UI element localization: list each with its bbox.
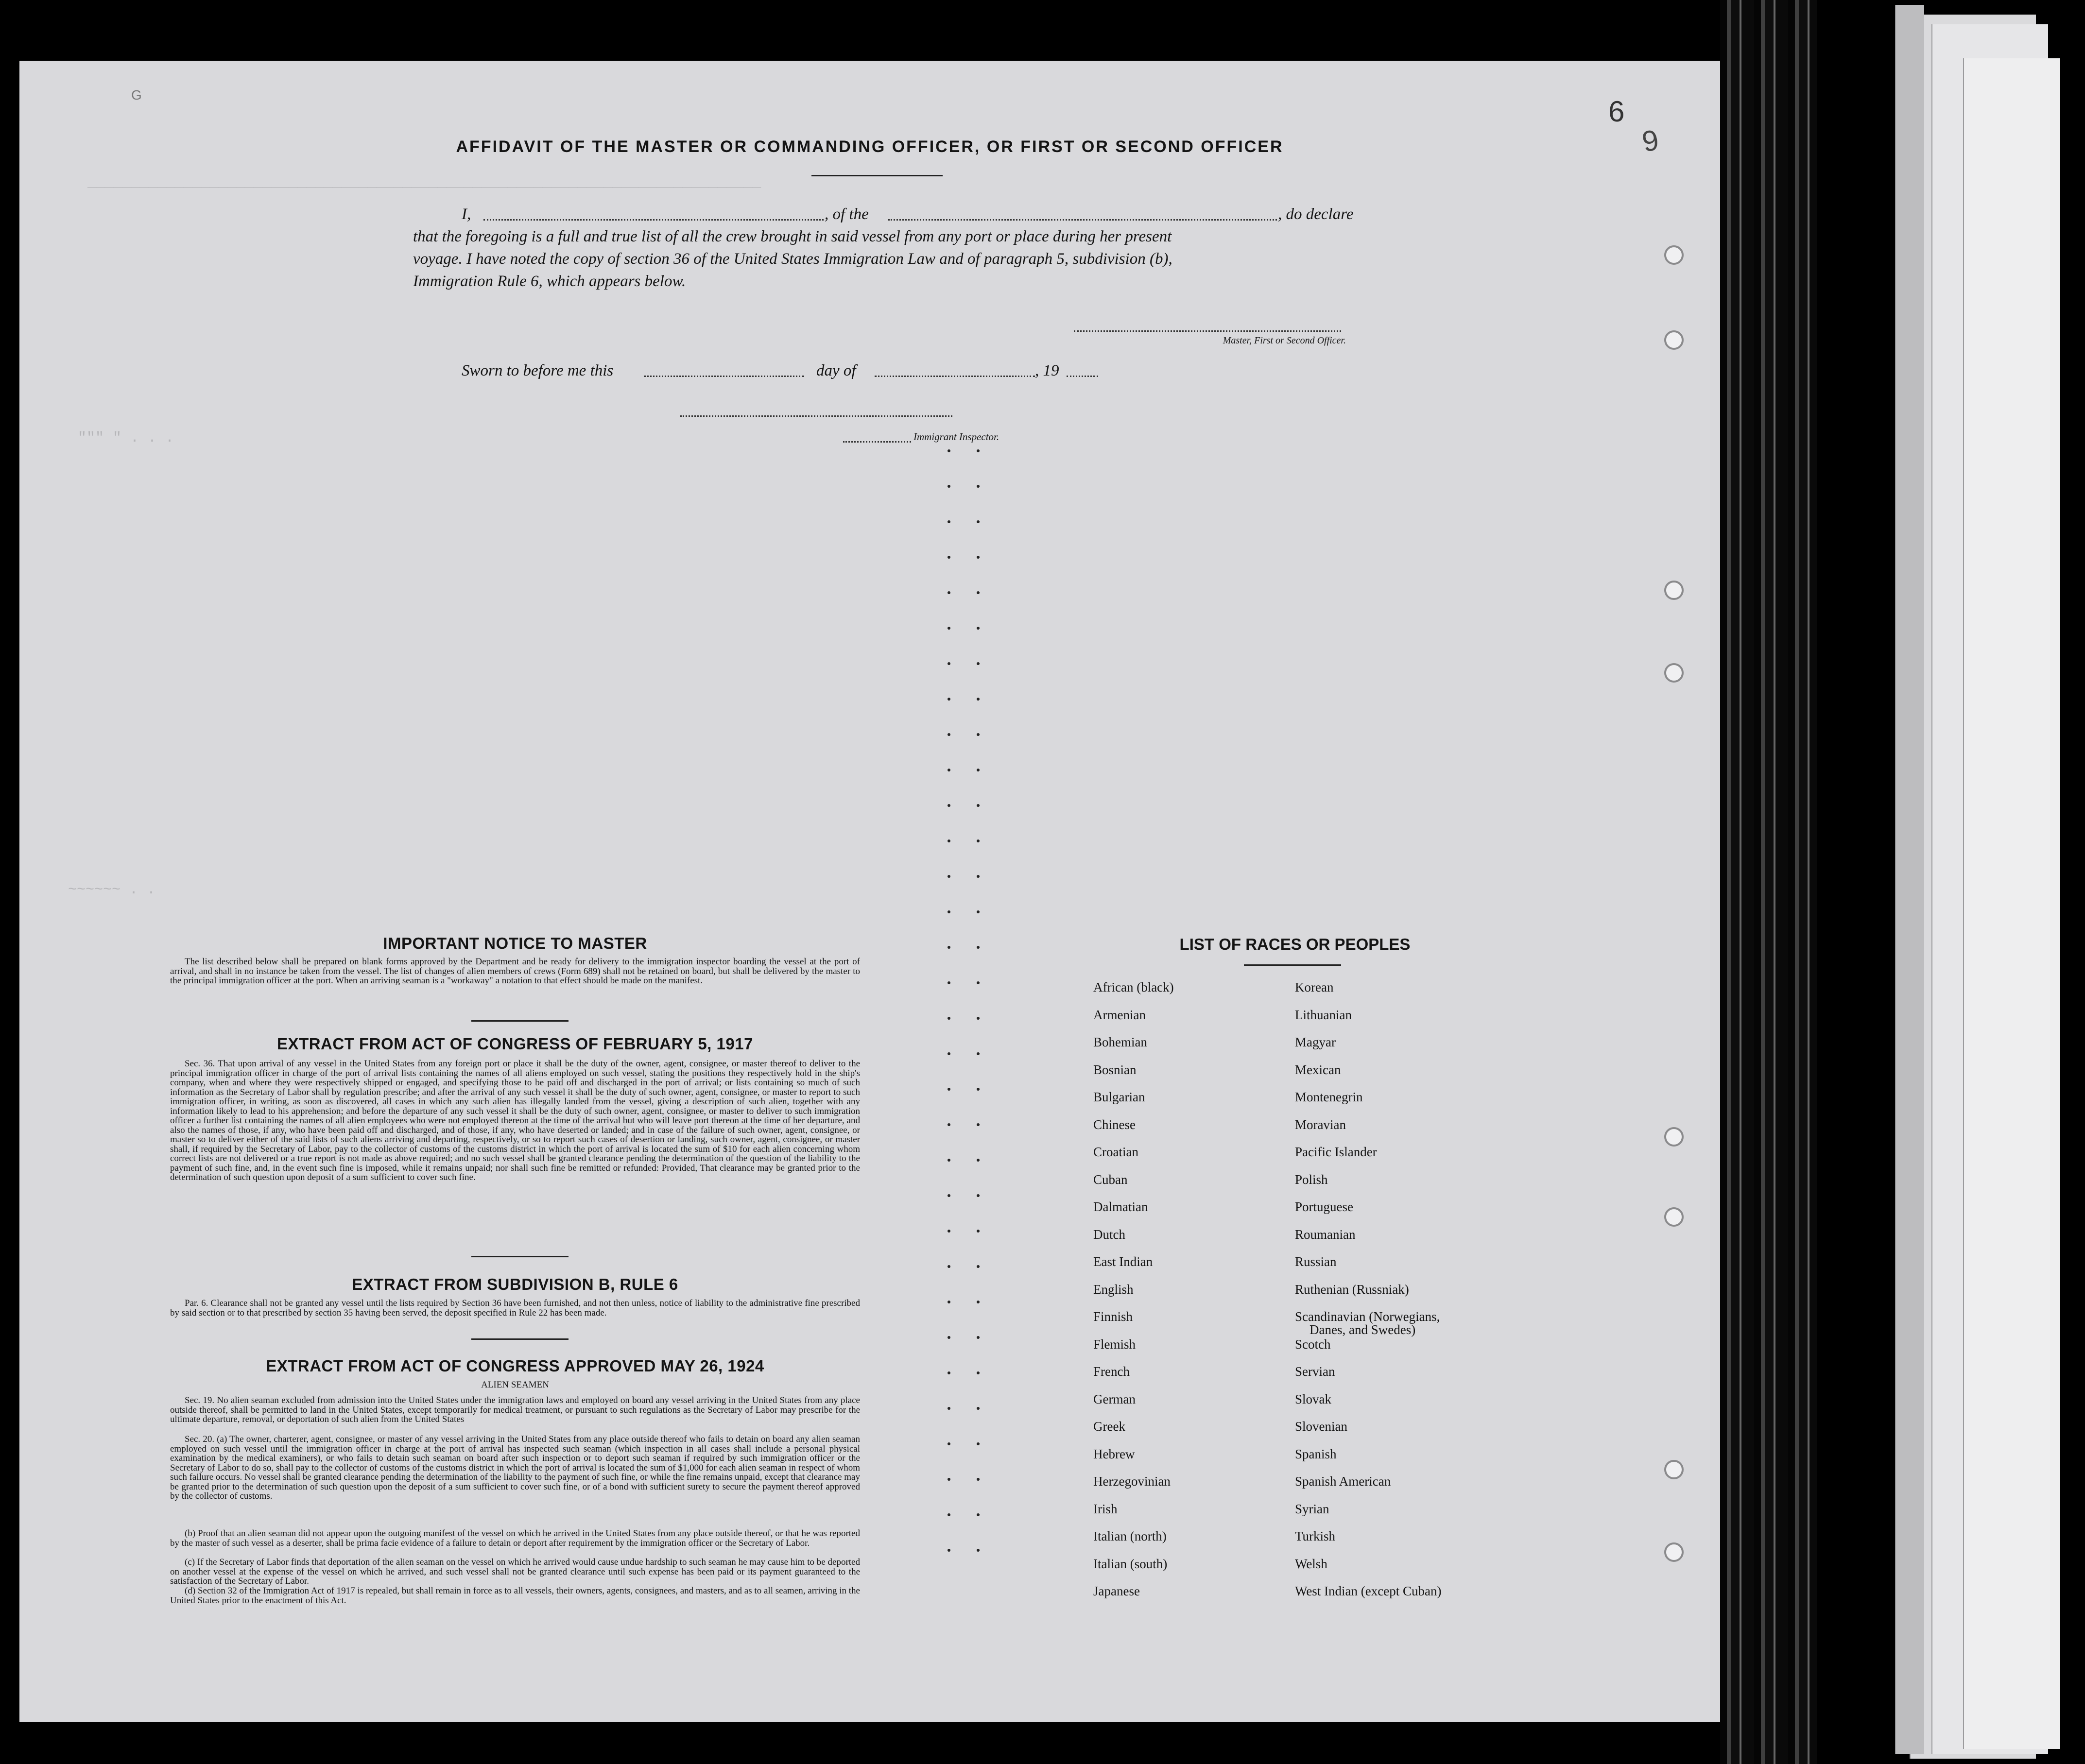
- sworn-prefix: Sworn to before me this: [462, 362, 614, 379]
- bleed-dot: [977, 1265, 980, 1268]
- bleed-dot: [948, 875, 950, 878]
- race-item: Japanese: [1093, 1584, 1140, 1598]
- affidavit-line-3: voyage. I have noted the copy of section 36 of the United States Immigration Law and of paragraph 5, subdivision (b),: [413, 250, 1172, 268]
- race-item: English: [1093, 1282, 1134, 1297]
- race-item: German: [1093, 1391, 1136, 1406]
- bleed-dot: [948, 556, 950, 559]
- bleed-dot: [977, 1478, 980, 1481]
- race-item: Welsh: [1295, 1556, 1327, 1571]
- bleed-dot: [977, 1407, 980, 1410]
- race-item: Slovak: [1295, 1391, 1332, 1406]
- bleed-dot: [977, 875, 980, 878]
- bleed-dot: [948, 1088, 950, 1091]
- bleed-dot: [977, 1194, 980, 1197]
- bleed-dot: [948, 1230, 950, 1233]
- punch-hole: [1664, 1207, 1684, 1227]
- affidavit-line-2: that the foregoing is a full and true list of all the crew brought in said vessel from any port or place during her present: [413, 228, 1172, 245]
- race-item: Bulgarian: [1093, 1090, 1145, 1104]
- race-item: Herzegovinian: [1093, 1474, 1171, 1489]
- punch-hole: [1664, 330, 1684, 350]
- bleed-dot: [948, 1052, 950, 1055]
- affidavit-declare: , do declare: [1278, 206, 1354, 223]
- bleed-dot: [948, 1478, 950, 1481]
- bleed-dot: [977, 910, 980, 913]
- race-item: Spanish American: [1295, 1474, 1391, 1489]
- bleed-dot: [977, 1301, 980, 1303]
- bleed-dot: [977, 804, 980, 807]
- notice-text: The list described below shall be prepared on blank forms approved by the Department and be ready for delivery to the immigration inspector boarding the vessel at the port of arrival, and shall in no instance be taken from the vessel. The list of changes of alien members of crews (Form 689) shall not be retained on board, but shall be delivered by the master to the principal immigration officer at the port. When an arriving seaman is a "workaway" a notation to that effect should be made on the manifest.: [170, 957, 860, 986]
- bleed-dot: [977, 1123, 980, 1126]
- punch-hole: [1664, 663, 1684, 683]
- bleed-dot: [977, 662, 980, 665]
- punch-hole: [1664, 1542, 1684, 1562]
- bleed-dot: [977, 1549, 980, 1552]
- month-blank[interactable]: [875, 376, 1035, 377]
- race-item: Moravian: [1295, 1117, 1346, 1132]
- page-number: 6: [1608, 95, 1625, 128]
- race-item: Dutch: [1093, 1227, 1125, 1242]
- bleed-dot: [977, 1442, 980, 1445]
- bleed-through-text: _____________________________________________________________________________: [87, 175, 761, 191]
- bleed-dot: [948, 662, 950, 665]
- signature-caption: Master, First or Second Officer.: [1223, 335, 1346, 346]
- act-1924-sec20a: Sec. 20. (a) The owner, charterer, agent, consignee, or master of any vessel arriving in the United States from any place outside thereof who fails to detain on board any alien seaman employed on such vessel until the immigration officer in charge at the port of arrival has inspected such seaman (which inspection in all cases shall include a personal physical examination by the medical examiners), or who fails to detain such seaman on board after such inspection or to deport such seaman if required by such immigration officer or the Secretary of Labor to do so, shall pay to the collector of customs of the customs district in which the port of arrival is located the sum of $1,000 for each alien seaman in respect of whom such failure occurs. No vessel shall be granted clearance pending the determination of the liability to the payment of such fine, or while the fine remains unpaid, except that clearance may be granted prior to the determination of such question upon the deposit of a sum sufficient to cover such fine, or of a bond with sufficient surety to secure the payment thereof approved by the collector of customs.: [170, 1434, 860, 1501]
- race-item: Slovenian: [1295, 1419, 1347, 1434]
- bleed-dot: [948, 591, 950, 594]
- bleed-dot: [977, 1371, 980, 1374]
- section-divider: [471, 1020, 569, 1022]
- bleed-through-text: ~~~~~~ . .: [68, 882, 156, 898]
- bleed-dot: [977, 556, 980, 559]
- race-item: Magyar: [1295, 1035, 1336, 1049]
- rule-6-title: EXTRACT FROM SUBDIVISION B, RULE 6: [352, 1275, 678, 1293]
- bleed-dot: [977, 733, 980, 736]
- bleed-dot: [948, 946, 950, 949]
- bleed-dot: [948, 698, 950, 701]
- bleed-dot: [977, 1088, 980, 1091]
- act-1924-subtitle: ALIEN SEAMEN: [481, 1380, 549, 1390]
- act-1917-title: EXTRACT FROM ACT OF CONGRESS OF FEBRUARY 5, 1917: [277, 1035, 753, 1053]
- section-divider: [471, 1256, 569, 1257]
- race-item: Turkish: [1295, 1529, 1336, 1543]
- bleed-dot: [948, 1301, 950, 1303]
- affidavit-line-4: Immigration Rule 6, which appears below.: [413, 273, 686, 290]
- bleed-dot: [948, 1159, 950, 1162]
- sworn-line: [19, 362, 1720, 384]
- bleed-dot: [977, 1017, 980, 1020]
- affidavit-i: I,: [462, 206, 471, 223]
- race-item: Italian (south): [1093, 1556, 1168, 1571]
- bleed-dot: [948, 1265, 950, 1268]
- race-item: Irish: [1093, 1501, 1118, 1516]
- race-item: Scotch: [1295, 1336, 1331, 1352]
- punch-hole: [1664, 581, 1684, 600]
- corner-mark: G: [131, 87, 142, 103]
- bleed-dot: [977, 520, 980, 523]
- affidavit-of-the: , of the: [825, 206, 869, 223]
- bleed-dot: [948, 1194, 950, 1197]
- affidavit-line-1: [19, 206, 1720, 228]
- race-item: Mexican: [1295, 1062, 1341, 1077]
- bleed-dot: [948, 1123, 950, 1126]
- title-underline: [811, 175, 943, 176]
- rule-6-text: Par. 6. Clearance shall not be granted any vessel until the lists required by Section 36 have been furnished, and not then unless, notice of liability to the administrative fine prescribed by said section or to that prescribed by section 35 having been served, the deposit specified in Rule 22 has been made.: [170, 1298, 860, 1318]
- page-number-stamp: 6: [1639, 123, 1661, 158]
- bleed-dot: [977, 1513, 980, 1516]
- race-item: Dalmatian: [1093, 1199, 1148, 1214]
- race-item: Bohemian: [1093, 1035, 1147, 1049]
- signature-blank[interactable]: [1074, 330, 1341, 332]
- bleed-dot: [977, 485, 980, 488]
- bleed-dot: [948, 910, 950, 913]
- race-item: Polish: [1295, 1172, 1328, 1187]
- bleed-dot: [948, 1513, 950, 1516]
- punch-hole: [1664, 1127, 1684, 1147]
- bleed-dot: [977, 839, 980, 842]
- punch-hole: [1664, 1460, 1684, 1479]
- race-item: Ruthenian (Russniak): [1295, 1282, 1409, 1297]
- punch-hole: [1664, 245, 1684, 265]
- vessel-blank[interactable]: [888, 219, 1277, 221]
- bleed-dot: [977, 981, 980, 984]
- race-item: Bosnian: [1093, 1062, 1137, 1077]
- race-item: African (black): [1093, 980, 1174, 994]
- race-item: Pacific Islander: [1295, 1145, 1377, 1159]
- act-1924-sec19: Sec. 19. No alien seaman excluded from admission into the United States under the immigration laws and employed on board any vessel arriving in the United States from any place outside thereof, shall be permitted to land in the United States, except temporarily for medical treatment, or pursuant to such regulations as the Secretary of Labor may prescribe for the ultimate departure, removal, or deportation of such alien from the United States: [170, 1395, 860, 1424]
- bleed-dot: [977, 946, 980, 949]
- act-1924-sec20b: (b) Proof that an alien seaman did not appear upon the outgoing manifest of the vessel on which he arrived in the United States from any place outside thereof, or that he was reported by the master of such vessel as a deserter, shall be prima facie evidence of a failure to detain or deport after requirement by the immigration officer or the Secretary of Labor.: [170, 1528, 860, 1548]
- races-title-underline: [1244, 964, 1341, 966]
- manifest-page: [19, 61, 1720, 1722]
- inspector-caption: Immigrant Inspector.: [913, 431, 999, 443]
- affidavit-title: AFFIDAVIT OF THE MASTER OR COMMANDING OFFICER, OR FIRST OR SECOND OFFICER: [456, 137, 1284, 156]
- inspector-signature-blank[interactable]: [680, 415, 952, 417]
- race-item: Flemish: [1093, 1336, 1136, 1352]
- act-1924-sec20c: (c) If the Secretary of Labor finds that deportation of the alien seaman on the vessel on which he arrived would cause undue hardship to such seaman he may cause him to be deported on another vessel at the expense of the vessel on which he arrived, and such vessel shall not be granted clearance until such expense has been paid or its payment guaranteed to the satisfaction of the Secretary of Labor.: [170, 1557, 860, 1586]
- bleed-dot: [948, 1371, 950, 1374]
- bleed-dot: [948, 1407, 950, 1410]
- bleed-dot: [977, 1052, 980, 1055]
- race-item: Chinese: [1093, 1117, 1136, 1132]
- race-item: West Indian (except Cuban): [1295, 1584, 1442, 1598]
- race-item: Armenian: [1093, 1007, 1146, 1022]
- bleed-dot: [948, 733, 950, 736]
- race-item: Croatian: [1093, 1145, 1138, 1159]
- race-item: Lithuanian: [1295, 1007, 1352, 1022]
- act-1924-title: EXTRACT FROM ACT OF CONGRESS APPROVED MAY 26, 1924: [266, 1357, 764, 1375]
- bleed-dot: [948, 981, 950, 984]
- race-item: Portuguese: [1295, 1199, 1353, 1214]
- sworn-day-of: day of: [816, 362, 856, 379]
- scanner-edge-strip: [1720, 0, 1817, 1764]
- bleed-dot: [948, 1549, 950, 1552]
- adjacent-page-edge: [1963, 58, 2060, 1749]
- bleed-dot: [977, 769, 980, 771]
- race-item: Danes, and Swedes): [1310, 1322, 1416, 1337]
- bleed-dot: [977, 1336, 980, 1339]
- race-item: Syrian: [1295, 1501, 1329, 1516]
- inspector-caption-leader: [843, 441, 911, 443]
- bleed-dot: [948, 804, 950, 807]
- act-1917-text: Sec. 36. That upon arrival of any vessel in the United States from any foreign port or place it shall be the duty of the owner, agent, consignee, or master thereof to deliver to the principal immigration officer in charge of the port of arrival lists containing the names of all aliens employed on such vessel, stating the positions they respectively hold in the ship's company, when and where they were respectively shipped or engaged, and specifying those to be paid off and discharged in the port of arrival; or lists containing so much of such information as the Secretary of Labor shall by regulation prescribe; and after the arrival of any such vessel it shall be the duty of such owner, agent, consignee, or master to report to such immigration officer, in writing, as soon as discovered, all cases in which any such alien has illegally landed from the vessel, giving a description of such alien, together with any information likely to lead to his apprehension; and before the departure of any such vessel it shall be the duty of such owner, agent, consignee, or master to deliver to such immigration officer a further list containing the names of all alien employees who were not employed thereon at the time of the arrival but who will leave port thereon at the time of her departure, and also the names of those, if any, who have been paid off and discharged, and of those, if any, who have deserted or landed; and in case of the failure of such owner, agent, consignee, or master so to deliver either of the said lists of such aliens arriving and departing, respectively, or so to report such cases of desertion or landing, such owner, agent, consignee, or master shall, if required by the Secretary of Labor, pay to the collector of customs of the customs district in which the port of arrival is located the sum of $10 for each alien concerning whom correct lists are not delivered or a true report is not made as above required; and no such vessel shall be granted clearance pending the determination of the question of the liability to the payment of such fine, and, in the event such fine is imposed, while it remains unpaid; nor shall such fine be remitted or refunded: Provided, That clearance may be granted prior to the determination of such question upon deposit of a sum sufficient to cover such fine.: [170, 1059, 860, 1182]
- race-item: Scandinavian (Norwegians,: [1295, 1309, 1440, 1324]
- bleed-dot: [948, 769, 950, 771]
- section-divider: [471, 1338, 569, 1340]
- race-item: Korean: [1295, 980, 1334, 994]
- race-item: Spanish: [1295, 1446, 1337, 1461]
- race-item: Hebrew: [1093, 1446, 1135, 1461]
- adjacent-page-edge: [1895, 5, 1924, 1754]
- notice-title: IMPORTANT NOTICE TO MASTER: [383, 934, 647, 952]
- bleed-dot: [977, 449, 980, 452]
- bleed-dot: [948, 520, 950, 523]
- bleed-dot: [948, 1336, 950, 1339]
- bleed-dot: [948, 1442, 950, 1445]
- name-blank[interactable]: [483, 219, 824, 221]
- bleed-dot: [948, 839, 950, 842]
- bleed-dot: [948, 485, 950, 488]
- races-title: LIST OF RACES OR PEOPLES: [1179, 935, 1411, 953]
- bleed-dot: [948, 449, 950, 452]
- race-item: Greek: [1093, 1419, 1125, 1434]
- bleed-dot: [977, 591, 980, 594]
- bleed-through-text: """ " . . .: [78, 430, 174, 446]
- day-blank[interactable]: [644, 376, 804, 377]
- race-item: Servian: [1295, 1364, 1335, 1379]
- bleed-dot: [977, 1159, 980, 1162]
- race-item: Roumanian: [1295, 1227, 1356, 1242]
- sworn-year: , 19: [1035, 362, 1059, 379]
- race-item: Russian: [1295, 1254, 1337, 1269]
- race-item: French: [1093, 1364, 1130, 1379]
- race-item: Italian (north): [1093, 1529, 1167, 1543]
- race-item: Montenegrin: [1295, 1090, 1363, 1104]
- bleed-dot: [977, 627, 980, 630]
- act-1924-sec20d: (d) Section 32 of the Immigration Act of 1917 is repealed, but shall remain in force as to all vessels, their owners, agents, consignees, and masters, and as to all seamen, arriving in the United States prior to the enactment of this Act.: [170, 1586, 860, 1606]
- bleed-dot: [977, 1230, 980, 1233]
- year-blank[interactable]: [1067, 376, 1098, 377]
- race-item: Cuban: [1093, 1172, 1128, 1187]
- bleed-dot: [948, 627, 950, 630]
- race-item: East Indian: [1093, 1254, 1153, 1269]
- bleed-dot: [948, 1017, 950, 1020]
- bleed-dot: [977, 698, 980, 701]
- race-item: Finnish: [1093, 1309, 1133, 1324]
